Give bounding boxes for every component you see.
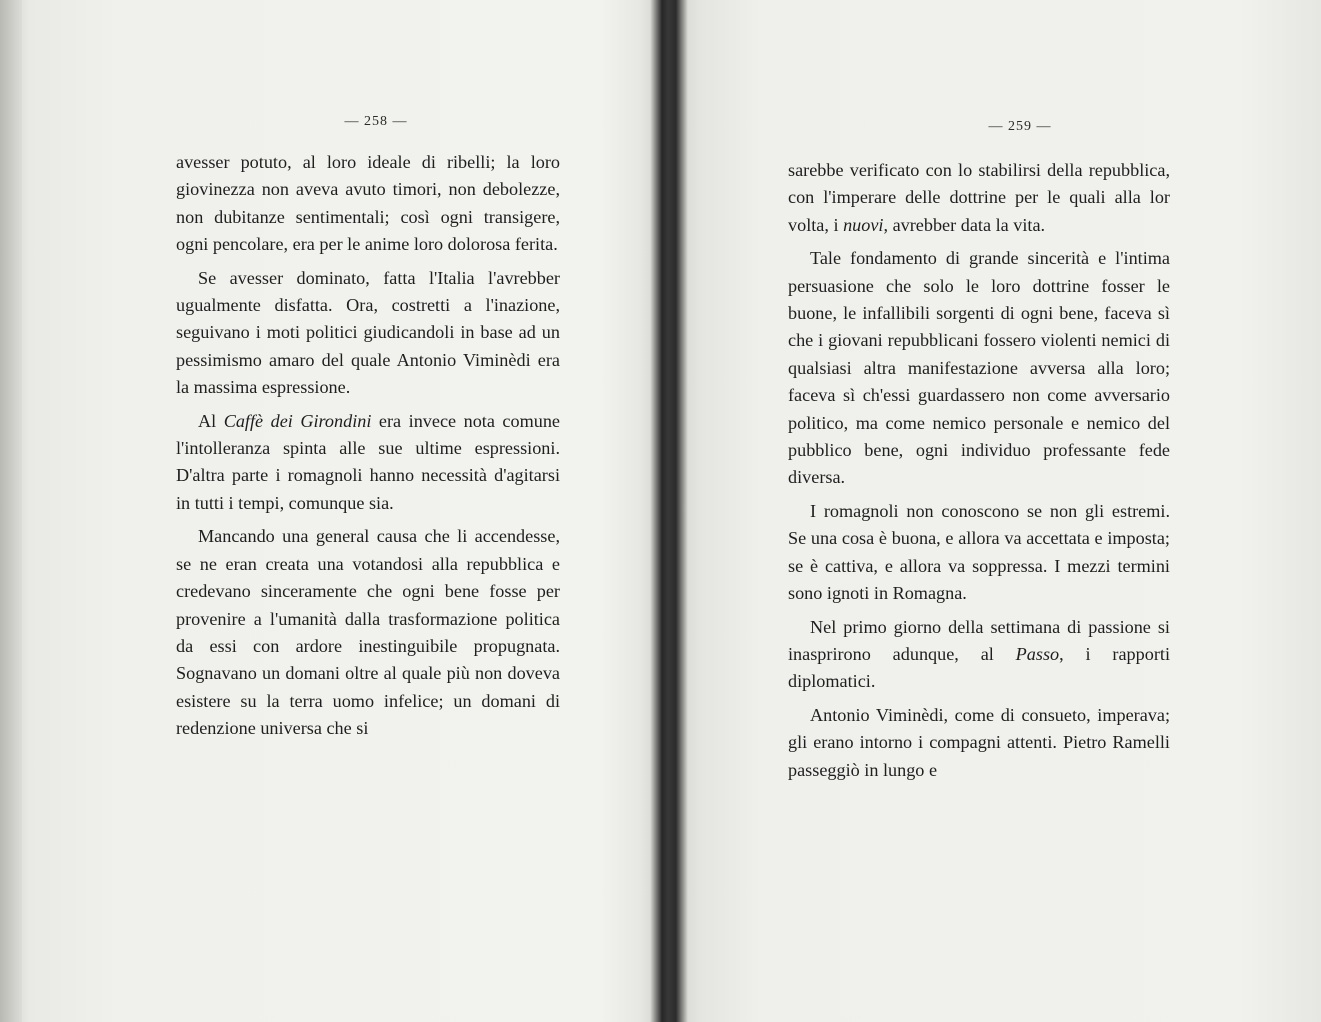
italic-title: Caffè dei Girondini: [223, 410, 372, 431]
italic-word: nuovi: [843, 214, 884, 235]
paragraph: I romagnoli non conoscono se non gli estremi. Se una cosa è buona, e allora va accettata e imposta; se è cattiva, e allora va soppressa. I mezzi termini sono ignoti in Romagna.: [788, 500, 1170, 604]
page-text: [176, 149, 560, 743]
paragraph: Mancando una general causa che li accendesse, se ne eran creata una votandosi alla repubblica e credevano sinceramente che ogni bene fosse per provenire a l'umanità dalla trasformazione politica da essi con ardore inestinguibile propugnata. Sognavano un domani oltre al quale più non doveva esistere su la terra uomo infelice; un domani di redenzione universa che si: [176, 526, 560, 739]
page-number: — 259 —: [988, 119, 1052, 134]
paragraph: avesser potuto, al loro ideale di ribelli; la loro giovinezza non aveva avuto timori, non debolezze, non dubitanze sentimentali; così ogni transigere, ogni pencolare, era per le anime loro dolorosa ferita.: [176, 152, 560, 255]
page-text: [788, 157, 1170, 784]
page-number: — 258 —: [344, 114, 408, 129]
page-edge: [0, 0, 22, 1022]
paragraph: Tale fondamento di grande sincerità e l'intima persuasione che solo le loro dottrine fosser le buone, le infallibili sorgenti di ogni bene, faceva sì che i giovani repubblicani fossero violenti nemici di qualsiasi altra manifestazione avversa alla loro; faceva sì ch'essi guardassero non come avversario politico, ma come nemico personale e nemico del pubblico bene, ogni individuo professante fede diversa.: [788, 248, 1170, 488]
paragraph: Antonio Viminèdi, come di consueto, imperava; gli erano intorno i compagni attenti. Pietro Ramelli passeggiò in lungo e: [788, 704, 1170, 780]
italic-word: Passo: [1015, 643, 1060, 664]
paragraph: Nel primo giorno della settimana di passione si inasprirono adunque, al Passo, i rapporti diplomatici.: [788, 616, 1170, 692]
paragraph: sarebbe verificato con lo stabilirsi della repubblica, con l'imperare delle dottrine per le quali alla lor volta, i nuovi, avrebber data la vita.: [788, 160, 1170, 235]
paragraph: Se avesser dominato, fatta l'Italia l'avrebber ugualmente disfatta. Ora, costretti a l'inazione, seguivano i moti politici giudicandoli in base ad un pessimismo amaro del quale Antonio Viminèdi era la massima espressione.: [176, 267, 560, 398]
book-gutter: [640, 0, 700, 1022]
paragraph: Al Caffè dei Girondini era invece nota comune l'intolleranza spinta alle sue ultime espressioni. D'altra parte i romagnoli hanno necessità d'agitarsi in tutti i tempi, comunque sia.: [176, 410, 561, 513]
